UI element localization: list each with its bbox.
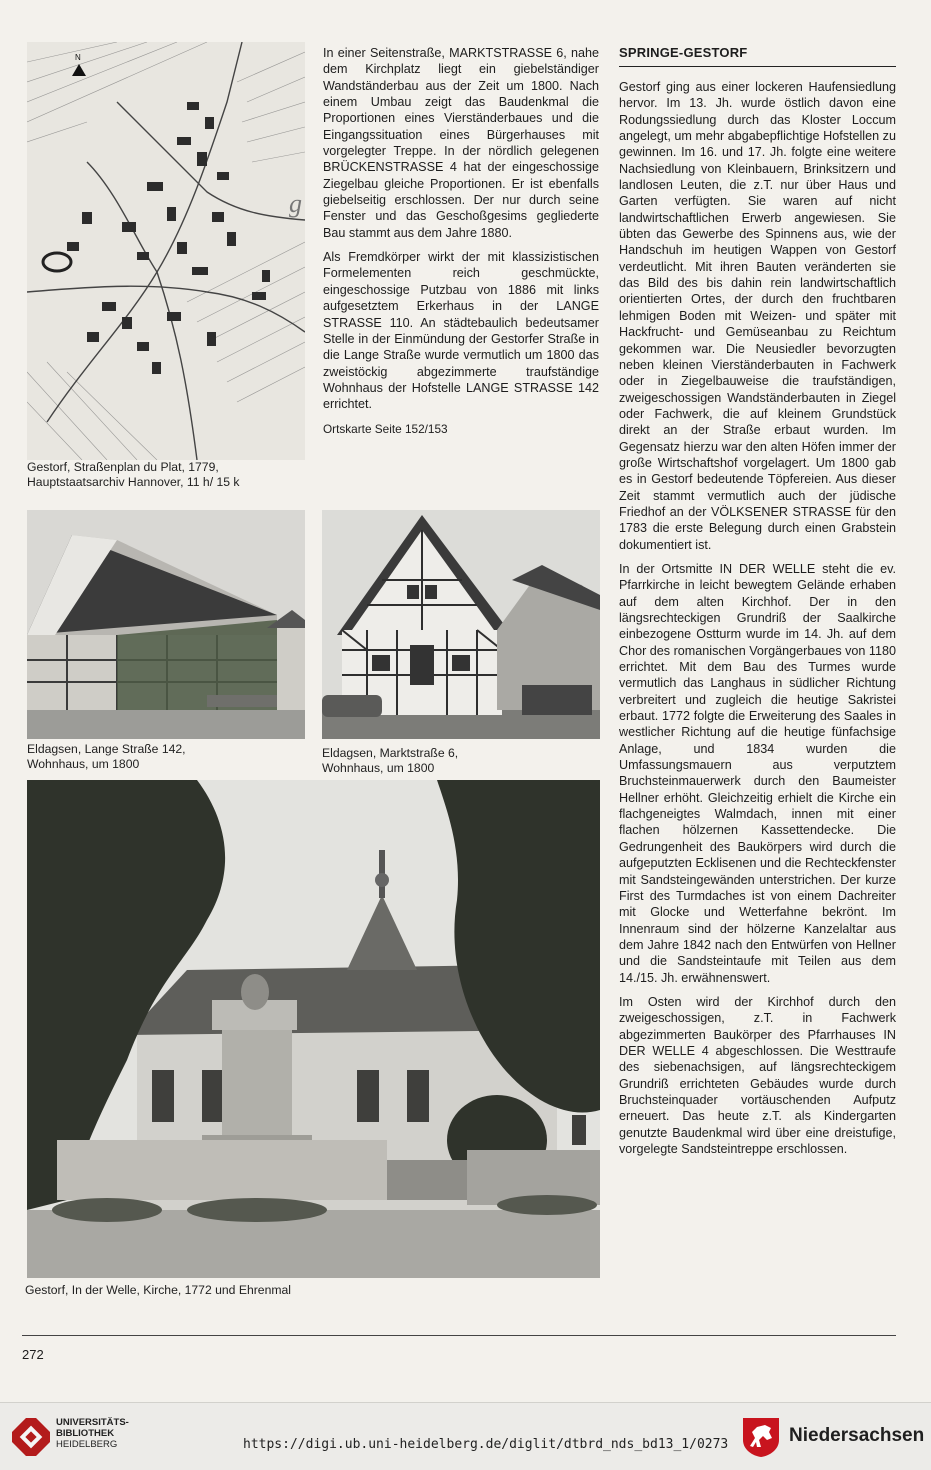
church-caption: Gestorf, In der Welle, Kirche, 1772 und Ehrenmal [25, 1283, 292, 1297]
lower-saxony-horse-icon [741, 1416, 781, 1458]
svg-text:g: g [289, 189, 302, 218]
bottom-rule [22, 1335, 896, 1336]
svg-text:N: N [75, 53, 81, 62]
page-number: 272 [22, 1347, 44, 1362]
photo2-caption: Eldagsen, Marktstraße 6, Wohnhaus, um 1800 [322, 746, 459, 775]
photo1-caption: Eldagsen, Lange Straße 142, Wohnhaus, um 1800 [27, 742, 186, 771]
footer-bar [0, 1402, 931, 1470]
university-library-name: UNIVERSITÄTS- BIBLIOTHEK HEIDELBERG [56, 1417, 129, 1450]
state-name: Niedersachsen [789, 1425, 925, 1446]
university-seal-icon [12, 1418, 50, 1456]
paragraph-pfarrkirche: In der Ortsmitte IN DER WELLE steht die ev. Pfarrkirche in leicht bewegtem Gelände erhaben auf dem alten Kirchhof. Der in den längsrechteckigen Grundriß der Saalkirche einbezogene Ostturm wurde im 14. Jh. auf dem Chor des romanischen Vorgängerbaues von 1180 errichtet. Mit dem Bau des Turmes wurde vermutlich das Langhaus in südlicher Richtung verbreitert und zugleich die heutige Sakristei erbaut. 1772 folgte die Erweiterung des Saales in westlicher Richtung auf die heutige fünfachsige Anlage, und 1834 wurden die Umfassungsmauern aus verputztem Bruchsteinmauerwerk durch den Baumeister Hellner erhöht. Gleichzeitig erhielt die Kirche ein flachgeneigtes Walmdach, innen mit einer flachen hölzernen Kassettendecke. Die Gedrungenheit des Baukörpers wird durch die aufgeputzten Ecklisenen und die Rechteckfenster mit Sandsteingewänden unterstrichen. Der kurze First des Turmdaches ist von einem Dachreiter mit Glocke und Wetterfahne bekrönt. Im Innenraum sind der hölzerne Kanzelaltar aus dem Jahre 1842 nach den Entwürfen von Hellner und die Sandsteintaufe mit Teilen aus dem 14./15. Jh. erwähnenswert. [619, 561, 897, 985]
paragraph-fremdkoerper: Als Fremdkörper wirkt der mit klassizistischen Formelementen reich geschmückte, eingeschossige Putzbau von 1886 mit links aufgesetztem Erkerhaus in der LANGE STRASSE 110. An städtebaulich bedeutsamer Stelle in der Einmündung der Gestorfer Straße in die Lange Straße wurde vermutlich um 1800 das zweistöckig abgezimmerte traufständige Wohnhaus der Hofstelle LANGE STRASSE 142 errichtet. [323, 250, 599, 412]
photo-church-in-der-welle [27, 780, 600, 1278]
right-column-text [619, 79, 896, 1165]
paragraph-gestorf-history: Gestorf ging aus einer lockeren Haufensiedlung hervor. Im 13. Jh. wurde östlich davon eine Rodungssiedlung durch das Kloster Loccum angelegt, um mehr abgabepflichtige Hofstellen zu gewinnen. Im 16. und 17. Jh. folgte eine weitere Nachsiedlung von Kleinbauern, Brinksitzern und landlosen Leuten, die z.T. nur über Haus und Garten verfügten. Sie waren auf nicht landwirtschaftlichen Erwerb angewiesen. Sie übten das Gewerbe des Spinnens aus, wie der Handschuh im heutigen Wappen von Gestorf verdeutlicht. Mit ihren Bauten veränderten sie das Bild des bis dahin rein landwirtschaftlich orientierten Ortes, der durch den fruchtbaren lehmigen Boden mit Weizen- und später mit Hackfrucht- und Gemüseanbau zu Reichtum gekommen war. Die Neusiedler bevorzugten neben kleinen Vierständerbauten in Fachwerk oder in Ziegelbauweise die traufständigen, zweigeschossigen Wandständerbauten in Ziegel oder Fachwerk, die auf kleinem Grundstück direkt an der Straße erbaut wurden. Im Gegensatz hierzu war den alten Höfen immer der große Wirtschaftshof vorgelagert. Um 1800 gab es in Gestorf bedeutende Töpfereien. Aus dieser Zeit stammt vermutlich auch der jüdische Friedhof an der VÖLKSENER STRASSE für den 1783 die erste Belegung durch einen Grabstein dokumentiert ist. [619, 80, 896, 552]
paragraph-pfarrhaus: Im Osten wird der Kirchhof durch den zweigeschossigen, z.T. in Fachwerk abgezimmerten Baukörper des Pfarrhauses IN DER WELLE 4 abgeschlossen. Die Westtraufe des siebenachsigen, auf längsrechteckigem Grundriß errichteten Gebäudes wurde durch Bruchsteinquader vortäuschenden Aufputz erneuert. Das heute z.T. als Kindergarten genutzte Baudenkmal wird über eine dreistufige, vorgelegte Sandsteintreppe erschlossen. [619, 994, 896, 1156]
map-image [27, 42, 305, 460]
photo-lange-strasse-142 [27, 510, 305, 739]
middle-column-text [323, 45, 599, 437]
ortskarte-reference: Ortskarte Seite 152/153 [323, 421, 448, 436]
document-url-link[interactable]: https://digi.ub.uni-heidelberg.de/diglit/dtbrd_nds_bd13_1/0273 [243, 1437, 729, 1452]
map-caption: Gestorf, Straßenplan du Plat, 1779, Hauptstaatsarchiv Hannover, 11 h/ 15 k [27, 460, 240, 489]
paragraph-marktstrasse: In einer Seitenstraße, MARKTSTRASSE 6, nahe dem Kirchplatz liegt ein giebelständiger Wandständerbau aus der Zeit um 1800. Nach einem Umbau zeigt das Baudenkmal die Proportionen eines Vierständerbaues und die Eingangssituation eines Bürgerhauses mit vorgelegter Treppe. In der nördlich gelegenen BRÜCKENSTRASSE 4 hat der eingeschossige Ziegelbau gleiche Proportionen. Er ist ebenfalls giebelseitig erschlossen. Der nur durch seine Fenster und das Geschoßgesims gegliederte Bau stammt aus dem Jahre 1880. [323, 46, 599, 240]
section-heading: SPRINGE-GESTORF [619, 45, 748, 60]
street-plan-drawing [27, 42, 305, 460]
heading-rule [619, 66, 896, 67]
photo-marktstrasse-6 [322, 510, 600, 739]
